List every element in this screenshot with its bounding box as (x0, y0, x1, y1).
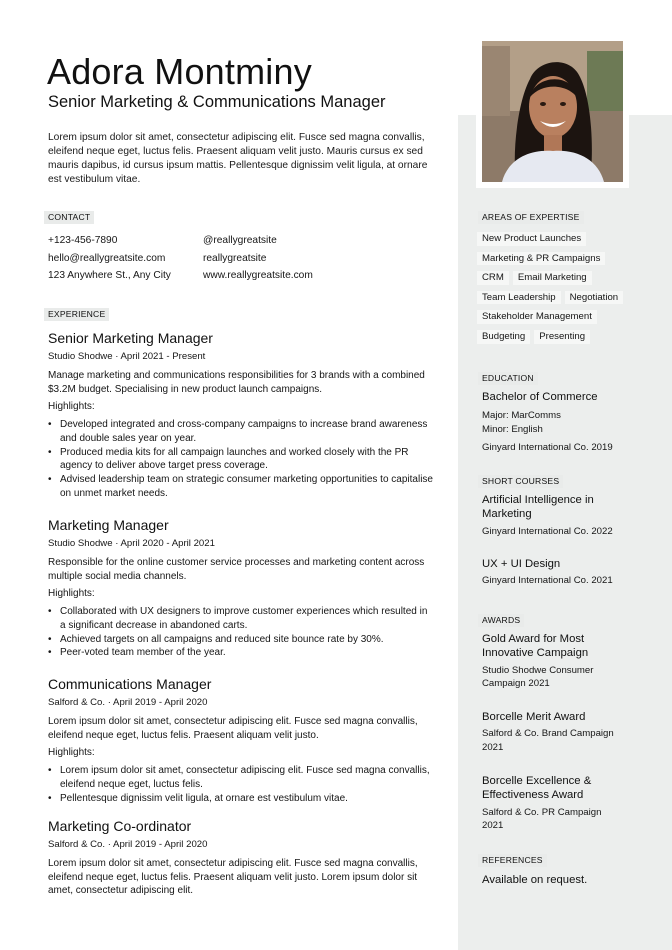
highlight-item: • Advised leadership team on strategic consumer marketing opportunities to capitalise on unmet market needs. (48, 473, 433, 500)
expertise-chip: New Product Launches (477, 232, 586, 246)
expertise-chip: Marketing & PR Campaigns (477, 252, 605, 266)
job-meta: Salford & Co. · April 2019 - April 2020 (48, 839, 208, 850)
expertise-chip: Presenting (534, 330, 590, 344)
expertise-chip: Email Marketing (513, 271, 592, 285)
profile-photo-image (482, 41, 623, 182)
award-detail: Salford & Co. PR Campaign 2021 (482, 806, 602, 832)
course-title: Artificial Intelligence in Marketing (482, 494, 594, 521)
course-title: UX + UI Design (482, 558, 561, 570)
highlight-item: • Peer-voted team member of the year. (48, 646, 433, 660)
highlight-item: • Developed integrated and cross-company campaigns to increase brand awareness and double sales year on year. (48, 418, 433, 445)
course-provider: Ginyard International Co. 2022 (482, 525, 613, 537)
expertise-list (477, 232, 657, 350)
job-description: Lorem ipsum dolor sit amet, consectetur adipiscing elit. Fusce sed magna convallis, eleifend neque eget, luctus felis. Praesent aliquam velit justo. Lorem ipsum dolor sit amet, consectetur adipiscing elit. (48, 858, 418, 897)
contact-address: 123 Anywhere St., Any City (48, 270, 171, 281)
awards-heading: AWARDS (478, 614, 524, 627)
award-detail: Salford & Co. Brand Campaign 2021 (482, 728, 614, 753)
highlights-list (48, 764, 433, 805)
profile-photo (476, 35, 629, 188)
contact-heading: CONTACT (44, 211, 94, 224)
expertise-chip: Negotiation (565, 291, 624, 305)
references-text: Available on request. (482, 874, 588, 886)
contact-website: reallygreatsite (203, 252, 267, 264)
references-section (482, 873, 652, 887)
expertise-chip: Budgeting (477, 330, 530, 344)
award-item (482, 632, 622, 691)
job-title: Marketing Manager (48, 517, 169, 533)
award-title: Borcelle Excellence & Effectiveness Award (482, 775, 592, 802)
course-provider: Ginyard International Co. 2021 (482, 575, 613, 587)
award-title: Gold Award for Most Innovative Campaign (482, 633, 589, 660)
experience-item (48, 516, 433, 660)
job-description: Manage marketing and communications responsibilities for 3 brands with a combined $3.2M budget. Specialising in new product launch campaigns. (48, 370, 425, 395)
award-item (482, 710, 627, 754)
highlights-label: Highlights: (48, 401, 95, 413)
expertise-heading: AREAS OF EXPERTISE (478, 211, 584, 224)
highlights-label: Highlights: (48, 588, 95, 600)
course-item (482, 557, 652, 588)
highlight-item: • Collaborated with UX designers to improve customer experiences which resulted in a significant decrease in abandoned carts. (48, 605, 433, 632)
degree-major: Major: MarComms (482, 410, 561, 422)
course-item (482, 493, 632, 538)
highlights-list (48, 605, 433, 660)
experience-item (48, 817, 433, 898)
award-title: Borcelle Merit Award (482, 711, 586, 723)
highlights-list (48, 418, 433, 500)
award-detail: Studio Shodwe Consumer Campaign 2021 (482, 664, 594, 690)
job-title: Communications Manager (48, 676, 212, 692)
award-item (482, 774, 622, 833)
expertise-chip: Stakeholder Management (477, 310, 597, 324)
job-meta: Studio Shodwe · April 2021 - Present (48, 351, 206, 362)
job-title: Marketing Co-ordinator (48, 818, 192, 834)
job-meta: Studio Shodwe · April 2020 - April 2021 (48, 538, 215, 549)
highlight-item: • Achieved targets on all campaigns and reduced site bounce rate by 30%. (48, 633, 433, 647)
references-heading: REFERENCES (478, 854, 547, 867)
degree-title: Bachelor of Commerce (482, 391, 598, 403)
highlight-item: • Produced media kits for all campaign launches and worked closely with the PR agency to deliver above target press coverage. (48, 446, 433, 473)
short-courses-heading: SHORT COURSES (478, 475, 563, 488)
highlight-item: • Pellentesque dignissim velit ligula, at ornare est vestibulum vitae. (48, 792, 433, 806)
job-title: Senior Marketing Manager (48, 330, 213, 346)
expertise-chip: Team Leadership (477, 291, 561, 305)
job-description: Responsible for the online customer service processes and marketing content across multiple social media channels. (48, 557, 425, 582)
contact-social: @reallygreatsite (203, 235, 277, 246)
highlight-item: • Lorem ipsum dolor sit amet, consectetur adipiscing elit. Fusce sed magna convallis, eleifend neque eget, luctus felis. (48, 764, 433, 791)
job-description: Lorem ipsum dolor sit amet, consectetur adipiscing elit. Fusce sed magna convallis, eleifend neque eget, luctus felis. Praesent aliquam velit justo. (48, 716, 418, 741)
candidate-name: Adora Montminy (47, 51, 312, 92)
experience-heading: EXPERIENCE (44, 308, 109, 321)
profile-summary: Lorem ipsum dolor sit amet, consectetur adipiscing elit. Fusce sed magna convallis, eleifend neque eget, luctus felis. Praesent aliquam velit justo. Mauris cursus ex sed mauris dapibus, id cursus ipsum mattis. Pellentesque dignissim velit ligula, at ornare est vestibulum vitae. (48, 132, 428, 185)
expertise-chip: CRM (477, 271, 509, 285)
candidate-role: Senior Marketing & Communications Manager (48, 93, 386, 111)
degree-minor: Minor: English (482, 423, 543, 435)
highlights-label: Highlights: (48, 747, 95, 759)
experience-item (48, 675, 433, 805)
experience-item (48, 329, 433, 500)
contact-phone: +123-456-7890 (48, 235, 118, 246)
job-meta: Salford & Co. · April 2019 - April 2020 (48, 697, 208, 708)
contact-website-full: www.reallygreatsite.com (203, 270, 313, 281)
education-heading: EDUCATION (478, 372, 538, 385)
education-section (482, 390, 652, 455)
degree-school: Ginyard International Co. 2019 (482, 442, 613, 454)
contact-email: hello@reallygreatsite.com (48, 252, 166, 264)
